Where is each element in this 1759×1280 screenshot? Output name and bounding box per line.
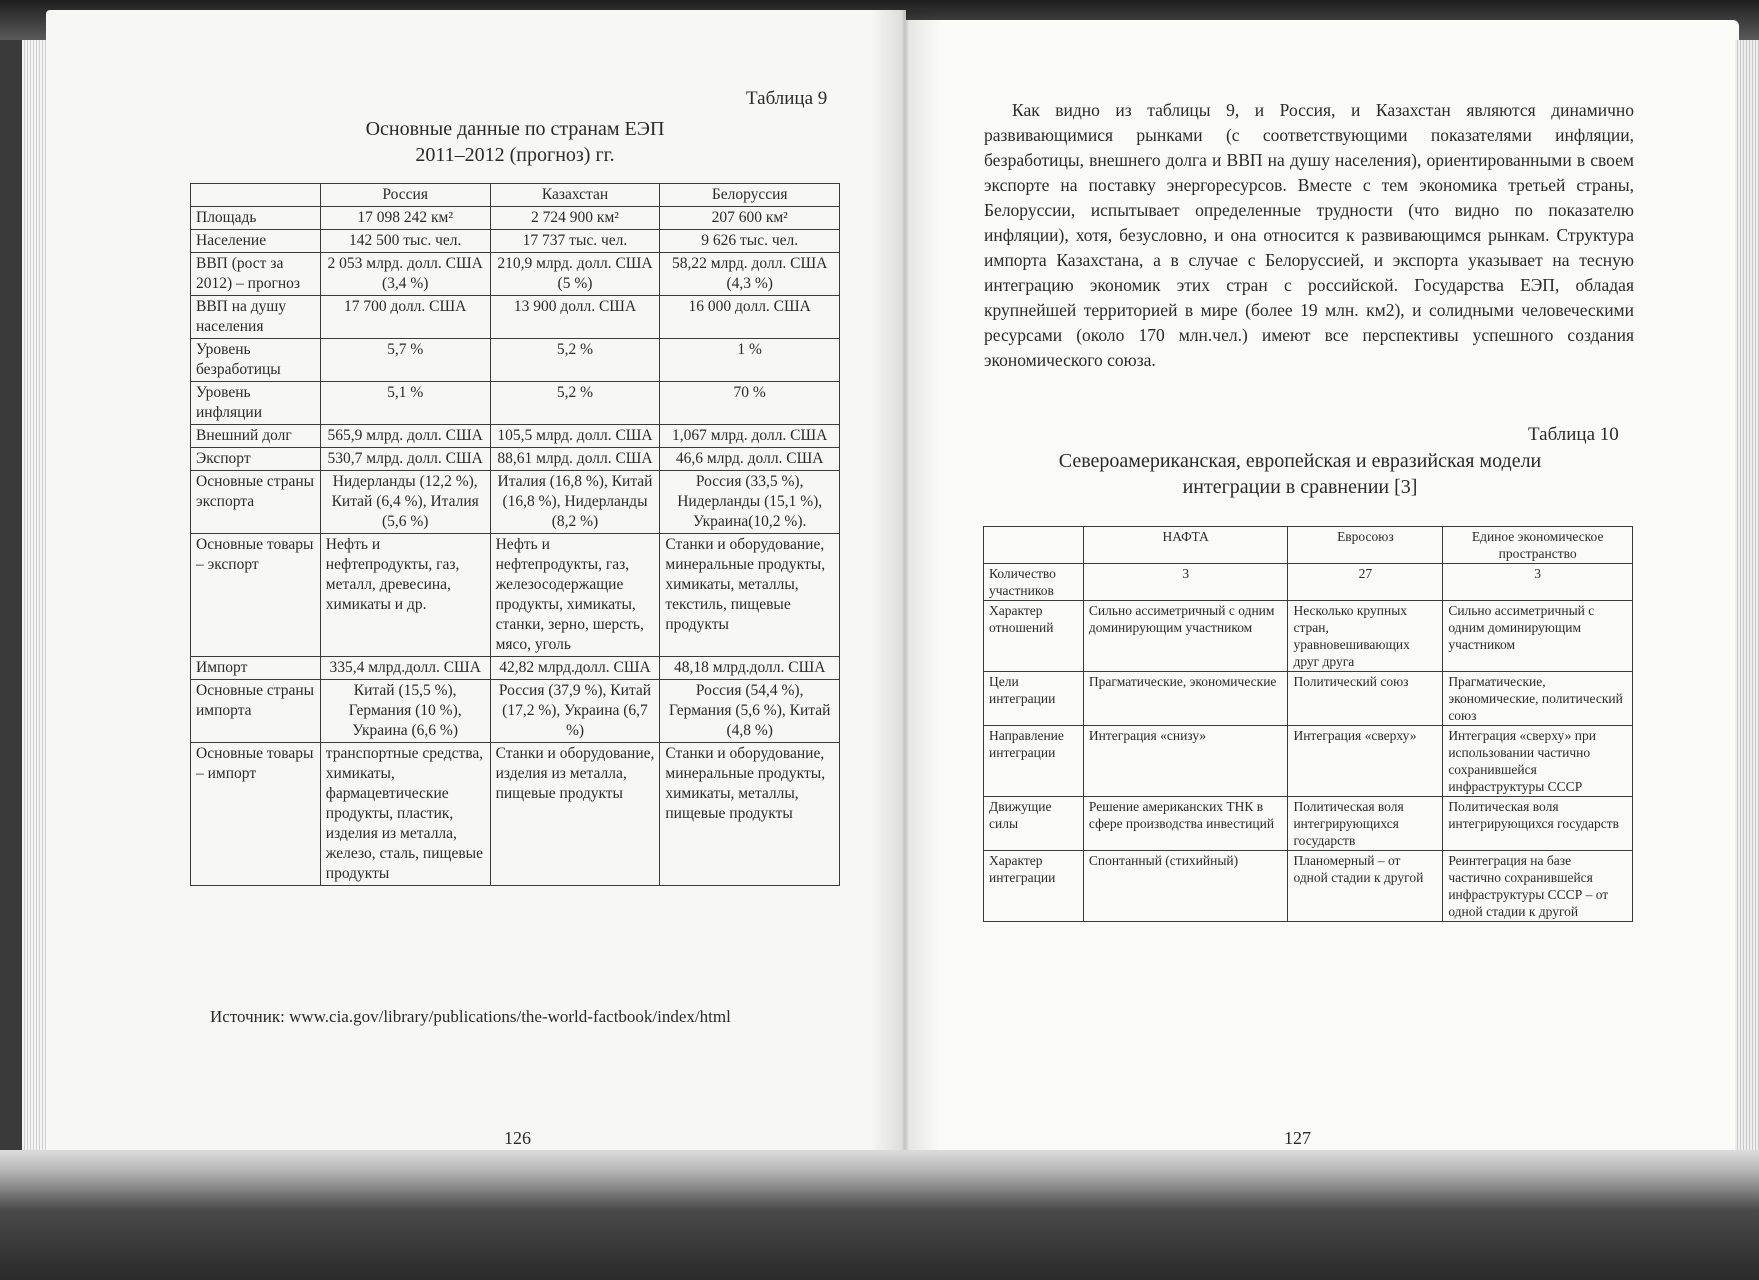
table9 [190,183,840,886]
table-cell: Италия (16,8 %), Китай (16,8 %), Нидерланды (8,2 %) [490,471,660,534]
table-cell: Прагматические, экономические, политический союз [1443,672,1633,726]
table-cell: транспортные средства, химикаты, фармацевтические продукты, пластик, изделия из металла, железо, сталь, пищевые продукты [320,743,490,886]
table-cell: Интеграция «сверху» [1288,726,1443,797]
table9-title [280,116,750,168]
table9-title-line1: Основные данные по странам ЕЭП [365,118,665,140]
table-cell: 16 000 долл. США [660,296,840,339]
row-label: Основные товары – экспорт [191,534,321,657]
table-cell: 3 [1083,564,1288,601]
table-cell: Россия (54,4 %), Германия (5,6 %), Китай (4,8 %) [660,680,840,743]
table-cell: Сильно ассиметричный с одним доминирующим участником [1443,601,1633,672]
table-cell: Интеграция «сверху» при использовании частично сохранившейся инфраструктуры СССР [1443,726,1633,797]
table-row [191,230,840,253]
table-row [191,339,840,382]
table-cell: Планомерный – от одной стадии к другой [1288,851,1443,922]
table-row [191,253,840,296]
background-bottom [0,1150,1759,1280]
row-label: Экспорт [191,448,321,471]
table-cell: 9 626 тыс. чел. [660,230,840,253]
body-paragraph: Как видно из таблицы 9, и Россия, и Казахстан являются динамично развивающимися рынками (с соответствующими показателями инфляции, безработицы, внешнего долга и ВВП на душу населения), ориентированными в своем экспорте на поставку энергоресурсов. Вместе с тем экономика третьей страны, Белоруссии, испытывает определенные трудности (что видно по показателю инфляции), хотя, безусловно, и она относится к развивающимся рынкам. Структура импорта Казахстана, а в случае с Белоруссией, и экспорта указывает на тесную интеграцию экономик этих стран с российской. Государства ЕЭП, обладая крупнейшей территорией в мире (более 19 млн. км2), и солидными человеческими ресурсами (около 170 млн.чел.) имеют все перспективы успешного создания экономического союза. [984,100,1634,370]
table9-header-cell: Белоруссия [660,184,840,207]
table-row [191,471,840,534]
table9-header-cell: Казахстан [490,184,660,207]
table-cell: Китай (15,5 %), Германия (10 %), Украина (6,6 %) [320,680,490,743]
table-cell: Нидерланды (12,2 %), Китай (6,4 %), Италия (5,6 %) [320,471,490,534]
table9-header-cell: Россия [320,184,490,207]
table10-caption: Таблица 10 [1528,424,1619,445]
table-cell: 13 900 долл. США [490,296,660,339]
table10-header-cell: Единое экономическое пространство [1443,527,1633,564]
row-label: Движущие силы [984,797,1084,851]
table-cell: 46,6 млрд. долл. США [660,448,840,471]
row-label: Уровень безработицы [191,339,321,382]
table-row [191,657,840,680]
table10-title-line1: Североамериканская, европейская и евразийская модели [1058,450,1542,472]
table-cell: Решение американских ТНК в сфере производства инвестиций [1083,797,1288,851]
page-number-left: 126 [504,1128,531,1148]
table-row [984,601,1633,672]
row-label: Население [191,230,321,253]
row-label: Количество участников [984,564,1084,601]
table10-title [1000,448,1600,500]
table-cell: Политическая воля интегрирующихся государств [1288,797,1443,851]
table-cell: 2 053 млрд. долл. США (3,4 %) [320,253,490,296]
table-cell: Прагматические, экономические [1083,672,1288,726]
table-cell: 5,1 % [320,382,490,425]
table-cell: 17 737 тыс. чел. [490,230,660,253]
row-label: Уровень инфляции [191,382,321,425]
table-cell: 530,7 млрд. долл. США [320,448,490,471]
table-cell: 48,18 млрд.долл. США [660,657,840,680]
table-cell: 5,7 % [320,339,490,382]
row-label: Импорт [191,657,321,680]
row-label: Характер отношений [984,601,1084,672]
table9-header-row [191,184,840,207]
page-edges-right [1735,40,1759,1170]
table-cell: 2 724 900 км² [490,207,660,230]
table-cell: 1,067 млрд. долл. США [660,425,840,448]
table-row [191,743,840,886]
row-label: Основные страны экспорта [191,471,321,534]
table-cell: 5,2 % [490,339,660,382]
row-label: Цели интеграции [984,672,1084,726]
table-row [984,564,1633,601]
table10-header-cell: Евросоюз [1288,527,1443,564]
table-row [191,425,840,448]
table-row [984,851,1633,922]
row-label: Внешний долг [191,425,321,448]
table-cell: Несколько крупных стран, уравновешивающих друг друга [1288,601,1443,672]
table10-header-cell [984,527,1084,564]
table-cell: 565,9 млрд. долл. США [320,425,490,448]
row-label: Характер интеграции [984,851,1084,922]
row-label: ВВП (рост за 2012) – прогноз [191,253,321,296]
table-cell: 17 700 долл. США [320,296,490,339]
table-row [984,797,1633,851]
table-row [191,534,840,657]
table9-caption: Таблица 9 [746,88,828,109]
row-label: Основные страны импорта [191,680,321,743]
table-cell: 142 500 тыс. чел. [320,230,490,253]
table-cell: Политический союз [1288,672,1443,726]
table-cell: 5,2 % [490,382,660,425]
table-cell: 335,4 млрд.долл. США [320,657,490,680]
table-row [191,296,840,339]
table-cell: Россия (33,5 %), Нидерланды (15,1 %), Украина(10,2 %). [660,471,840,534]
table-cell: 42,82 млрд.долл. США [490,657,660,680]
table-row [191,207,840,230]
table9-title-line2: 2011–2012 (прогноз) гг. [415,144,615,166]
table-cell: Станки и оборудование, минеральные продукты, химикаты, металлы, пищевые продукты [660,743,840,886]
table-cell: 27 [1288,564,1443,601]
table-cell: 3 [1443,564,1633,601]
row-label: ВВП на душу населения [191,296,321,339]
table-cell: 70 % [660,382,840,425]
table-cell: Сильно ассиметричный с одним доминирующим участником [1083,601,1288,672]
table-cell: 210,9 млрд. долл. США (5 %) [490,253,660,296]
table-row [984,672,1633,726]
book-gutter [870,10,940,1165]
table10-title-line2: интеграции в сравнении [3] [1182,476,1418,498]
table-cell: 17 098 242 км² [320,207,490,230]
page-number-right: 127 [1284,1128,1311,1148]
table-cell: Нефть и нефтепродукты, газ, железосодержащие продукты, химикаты, станки, зерно, шерсть, мясо, уголь [490,534,660,657]
table-cell: 207 600 км² [660,207,840,230]
table9-header-cell [191,184,321,207]
table-cell: 88,61 млрд. долл. США [490,448,660,471]
table9-source: Источник: www.cia.gov/library/publications/the-world-factbook/index/html [210,1007,731,1026]
table10-header-row [984,527,1633,564]
row-label: Направление интеграции [984,726,1084,797]
table-cell: Россия (37,9 %), Китай (17,2 %), Украина (6,7 %) [490,680,660,743]
table-cell: Политическая воля интегрирующихся государств [1443,797,1633,851]
table-cell: Интеграция «снизу» [1083,726,1288,797]
table-row [191,448,840,471]
table10-header-cell: НАФТА [1083,527,1288,564]
table-cell: Спонтанный (стихийный) [1083,851,1288,922]
row-label: Площадь [191,207,321,230]
table-cell: 105,5 млрд. долл. США [490,425,660,448]
table-cell: 58,22 млрд. долл. США (4,3 %) [660,253,840,296]
table10 [983,526,1633,922]
table-cell: Нефть и нефтепродукты, газ, металл, древесина, химикаты и др. [320,534,490,657]
table-cell: Станки и оборудование, минеральные продукты, химикаты, металлы, текстиль, пищевые продукты [660,534,840,657]
table-row [984,726,1633,797]
table-cell: Станки и оборудование, изделия из металла, пищевые продукты [490,743,660,886]
table-cell: 1 % [660,339,840,382]
row-label: Основные товары – импорт [191,743,321,886]
table-row [191,680,840,743]
table-row [191,382,840,425]
table-cell: Реинтеграция на базе частично сохранившейся инфраструктуры СССР – от одной стадии к другой [1443,851,1633,922]
